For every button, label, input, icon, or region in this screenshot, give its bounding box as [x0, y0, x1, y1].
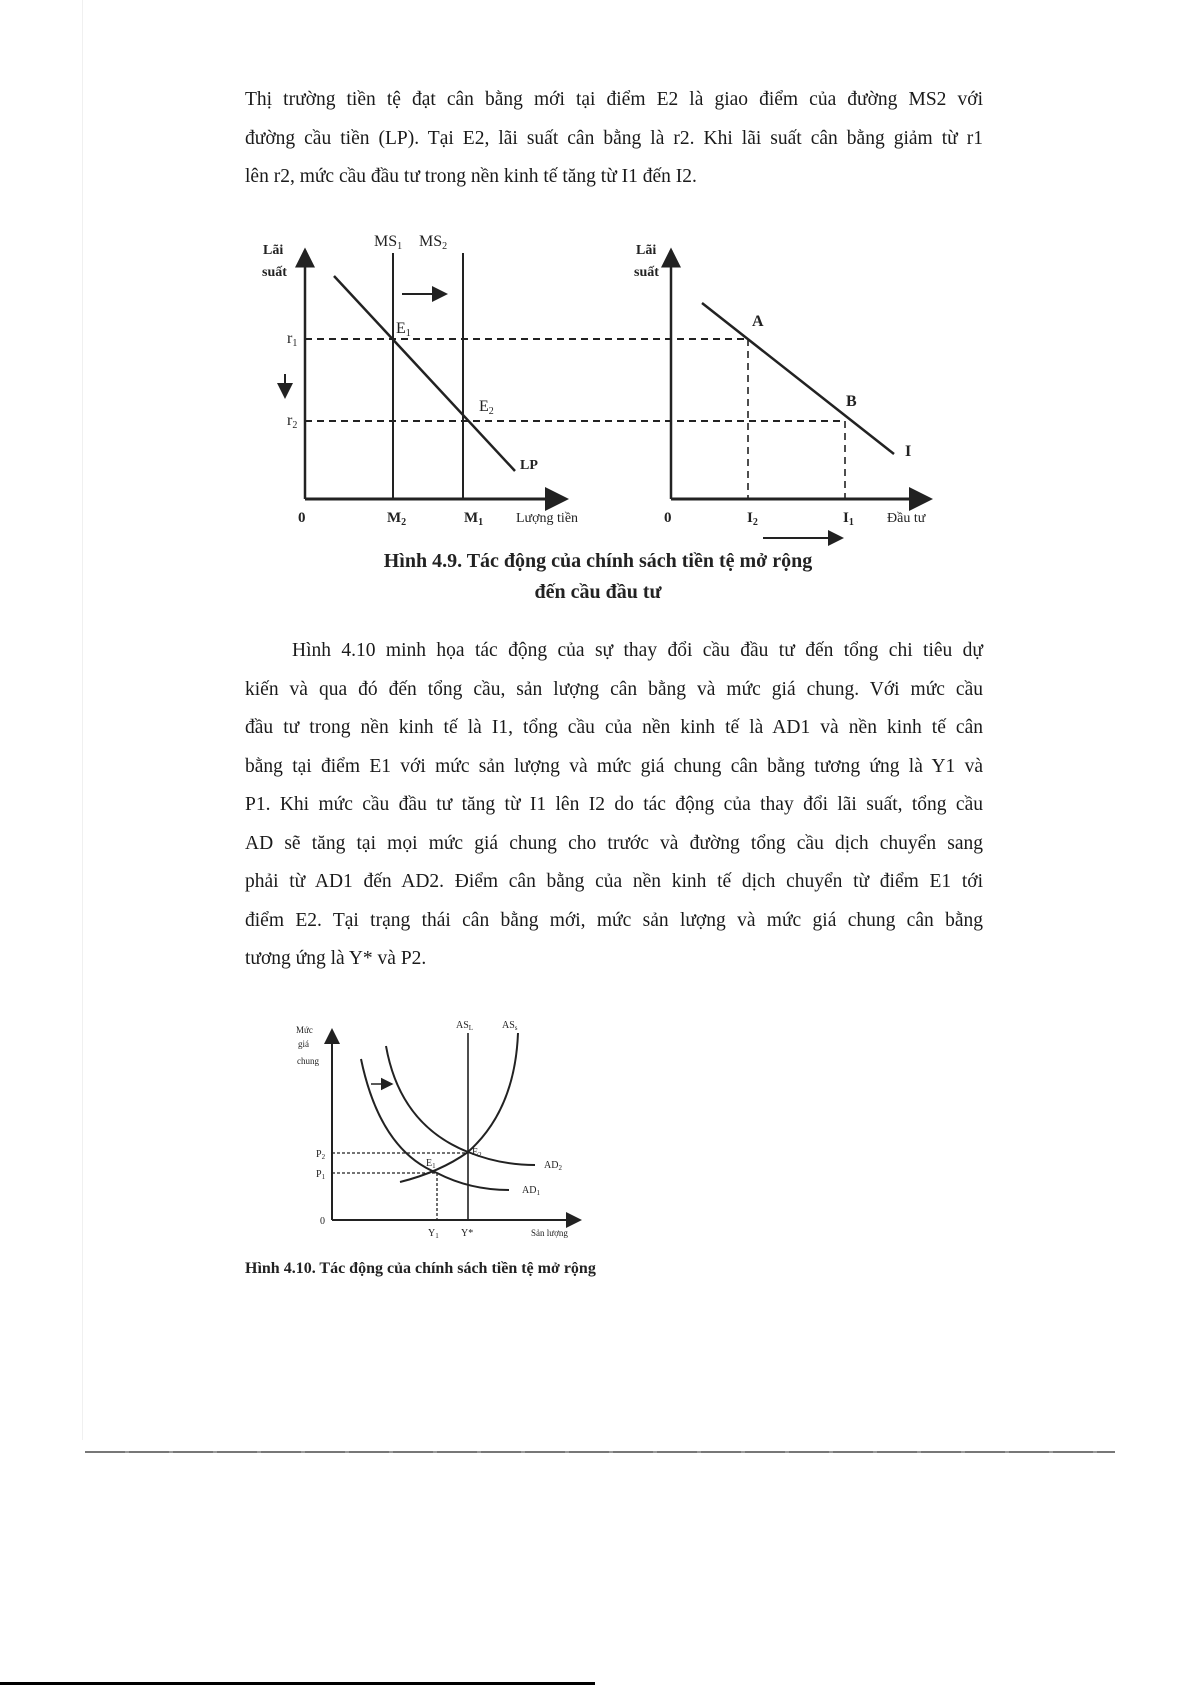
m2-label: $M_2$: [387, 510, 407, 528]
paragraph-line: tương ứng là Y* và P2.: [245, 948, 427, 969]
figure-4-10-caption: Hình 4.10. Tác động của chính sách tiền tệ mở rộng: [245, 1260, 596, 1277]
paragraph-line: P1. Khi mức cầu đầu tư tăng từ I1 lên I2 do tác động của thay đổi lãi suất, tổng cầu: [245, 794, 983, 815]
paragraph-line: bằng tại điểm E1 với mức sản lượng và mức giá chung cân bằng tương ứng là Y1 và: [245, 755, 983, 777]
ad2-label: $AD_2$: [544, 1160, 562, 1172]
point-b-label: B: [846, 393, 857, 410]
r2-label: r2: [287, 412, 298, 431]
lp-curve: [334, 276, 515, 471]
point-a-label: A: [752, 313, 764, 330]
x-axis-label: Sản lượng: [531, 1228, 568, 1238]
ms2-label: MS2: [419, 233, 448, 252]
paragraph-line: Thị trường tiền tệ đạt cân bằng mới tại điểm E2 là giao điểm của đường MS2 với: [245, 89, 983, 110]
paragraph-line: đường cầu tiền (LP). Tại E2, lãi suất cân bằng là r2. Khi lãi suất cân bằng giảm từ r1: [245, 127, 983, 149]
paragraph-line: đầu tư trong nền kinh tế là I1, tổng cầu của nền kinh tế là AD1 và nền kinh tế cân: [245, 717, 983, 738]
y-axis-label: giá: [298, 1039, 309, 1049]
lp-label: LP: [520, 458, 538, 473]
figure-4-9-investment: [671, 250, 930, 538]
e1-label: E1: [396, 320, 411, 339]
ad1-label: $AD_1$: [522, 1185, 540, 1197]
e2-label: E2: [479, 398, 494, 417]
x-axis-label: Lượng tiền: [516, 511, 579, 526]
m1-label: $M_1$: [464, 510, 484, 528]
paragraph-line: AD sẽ tăng tại mọi mức giá chung cho trước và đường tổng cầu dịch chuyển sang: [245, 832, 983, 854]
investment-curve: [702, 303, 894, 454]
y-axis-label: chung: [297, 1056, 319, 1066]
figure-4-9-caption: đến cầu đầu tư: [534, 581, 662, 603]
paragraph-line: kiến và qua đó đến tổng cầu, sản lượng cân bằng và mức giá chung. Với mức cầu: [245, 678, 983, 700]
p1-label: $P_1$: [316, 1169, 326, 1181]
e2-label: $E_2$: [472, 1147, 482, 1159]
ms1-label: MS1: [374, 233, 403, 252]
i1-label: $I_1$: [843, 510, 854, 528]
r1-label: r1: [287, 330, 298, 349]
ass-label: $AS_s$: [502, 1020, 518, 1032]
ad2-curve: [386, 1046, 535, 1165]
paragraph-line: điểm E2. Tại trạng thái cân bằng mới, mức sản lượng và mức giá chung cân bằng: [245, 909, 983, 931]
i-curve-label: I: [905, 443, 912, 460]
paragraph-2: [245, 632, 983, 979]
y-axis-label: suất: [634, 265, 659, 280]
origin-label: 0: [320, 1216, 325, 1227]
paragraph-line: lên r2, mức cầu đầu tư trong nền kinh tế tăng từ I1 đến I2.: [245, 166, 697, 187]
origin-label: 0: [298, 510, 306, 526]
e1-label: $E_1$: [426, 1158, 436, 1170]
asl-label: $AS_L$: [456, 1020, 474, 1032]
y-axis-label: Lãi: [636, 243, 657, 258]
footer-separator: [85, 1451, 1115, 1453]
paragraph-line: phải từ AD1 đến AD2. Điểm cân bằng của nền kinh tế dịch chuyển từ điểm E1 tới: [245, 871, 983, 892]
y-axis-label: Lãi: [263, 243, 284, 258]
i2-label: $I_2$: [747, 510, 758, 528]
x-axis-label: Đầu tư: [887, 511, 926, 526]
ystar-label: Y*: [461, 1228, 474, 1239]
p2-label: $P_2$: [316, 1149, 326, 1161]
paragraph-line: Hình 4.10 minh họa tác động của sự thay đổi cầu đầu tư đến tổng chi tiêu dự: [292, 640, 983, 661]
y-axis-label: Mức: [296, 1025, 313, 1035]
dashed-guides: [305, 339, 845, 499]
figure-4-10-ad-as: [332, 1030, 580, 1220]
y-axis-label: suất: [262, 265, 287, 280]
figure-4-9-caption: Hình 4.9. Tác động của chính sách tiền tệ mở rộng: [383, 550, 813, 572]
y1-label: $Y_1$: [428, 1228, 439, 1240]
origin-label: 0: [664, 510, 672, 526]
as-short-run-curve: [400, 1033, 518, 1182]
